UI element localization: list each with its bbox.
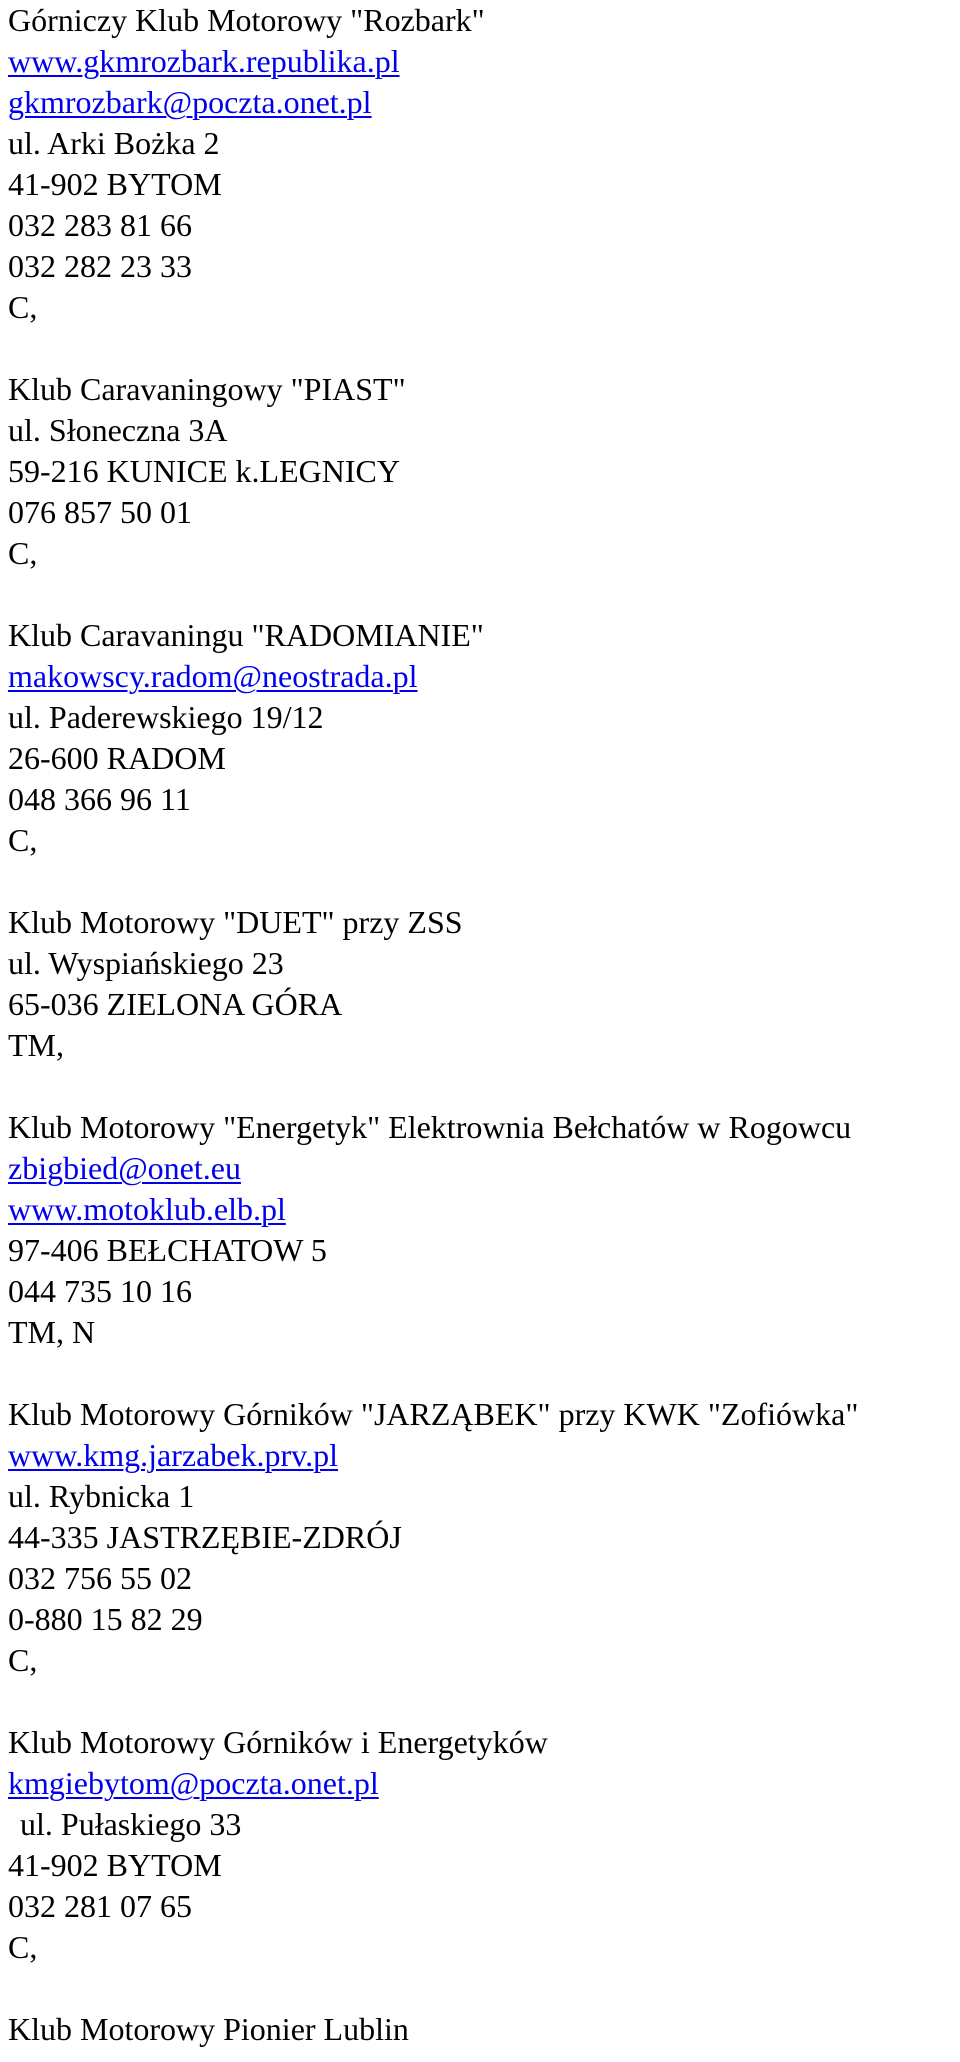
club-city: 26-600 RADOM <box>8 740 226 776</box>
club-city: 41-902 BYTOM <box>8 166 222 202</box>
club-name: Klub Caravaningu "RADOMIANIE" <box>8 617 484 653</box>
club-category: C, <box>8 1642 38 1678</box>
club-name: Klub Motorowy Górników "JARZĄBEK" przy KWK "Zofiówka" <box>8 1396 859 1432</box>
club-category: C, <box>8 289 38 325</box>
club-city: 97-406 BEŁCHATOW 5 <box>8 1232 327 1268</box>
club-phone: 076 857 50 01 <box>8 494 192 530</box>
club-category: C, <box>8 822 38 858</box>
club-email-link[interactable]: gkmrozbark@poczta.onet.pl <box>8 84 372 120</box>
club-category: C, <box>8 535 38 571</box>
club-city: 65-036 ZIELONA GÓRA <box>8 986 343 1022</box>
club-street: ul. Rybnicka 1 <box>8 1478 195 1514</box>
club-phone: 032 756 55 02 <box>8 1560 192 1596</box>
club-street: ul. Paderewskiego 19/12 <box>8 699 324 735</box>
club-city: 41-902 BYTOM <box>8 1847 222 1883</box>
club-email-link[interactable]: zbigbied@onet.eu <box>8 1150 241 1186</box>
club-city: 44-335 JASTRZĘBIE-ZDRÓJ <box>8 1519 402 1555</box>
club-phone: 032 283 81 66 <box>8 207 192 243</box>
club-name: Górniczy Klub Motorowy "Rozbark" <box>8 2 485 38</box>
club-category: TM, <box>8 1027 64 1063</box>
club-phone: 044 735 10 16 <box>8 1273 192 1309</box>
club-phone: 0-880 15 82 29 <box>8 1601 203 1637</box>
club-category: C, <box>8 1929 38 1965</box>
club-city: 59-216 KUNICE k.LEGNICY <box>8 453 400 489</box>
club-name: Klub Caravaningowy "PIAST" <box>8 371 406 407</box>
club-phone: 032 282 23 33 <box>8 248 192 284</box>
club-name: Klub Motorowy "Energetyk" Elektrownia Bełchatów w Rogowcu <box>8 1109 852 1145</box>
club-name: Klub Motorowy Pionier Lublin <box>8 2011 409 2047</box>
club-street: ul. Arki Bożka 2 <box>8 125 220 161</box>
club-email-link[interactable]: makowscy.radom@neostrada.pl <box>8 658 418 694</box>
club-email-link[interactable]: kmgiebytom@poczta.onet.pl <box>8 1765 379 1801</box>
club-website-link[interactable]: www.kmg.jarzabek.prv.pl <box>8 1437 338 1473</box>
club-name: Klub Motorowy "DUET" przy ZSS <box>8 904 463 940</box>
club-street: ul. Słoneczna 3A <box>8 412 228 448</box>
club-website-link[interactable]: www.gkmrozbark.republika.pl <box>8 43 400 79</box>
club-name: Klub Motorowy Górników i Energetyków <box>8 1724 548 1760</box>
club-street: ul. Pułaskiego 33 <box>20 1806 242 1842</box>
club-street: ul. Wyspiańskiego 23 <box>8 945 284 981</box>
club-website-link[interactable]: www.motoklub.elb.pl <box>8 1191 286 1227</box>
club-phone: 048 366 96 11 <box>8 781 191 817</box>
club-phone: 032 281 07 65 <box>8 1888 192 1924</box>
club-category: TM, N <box>8 1314 96 1350</box>
